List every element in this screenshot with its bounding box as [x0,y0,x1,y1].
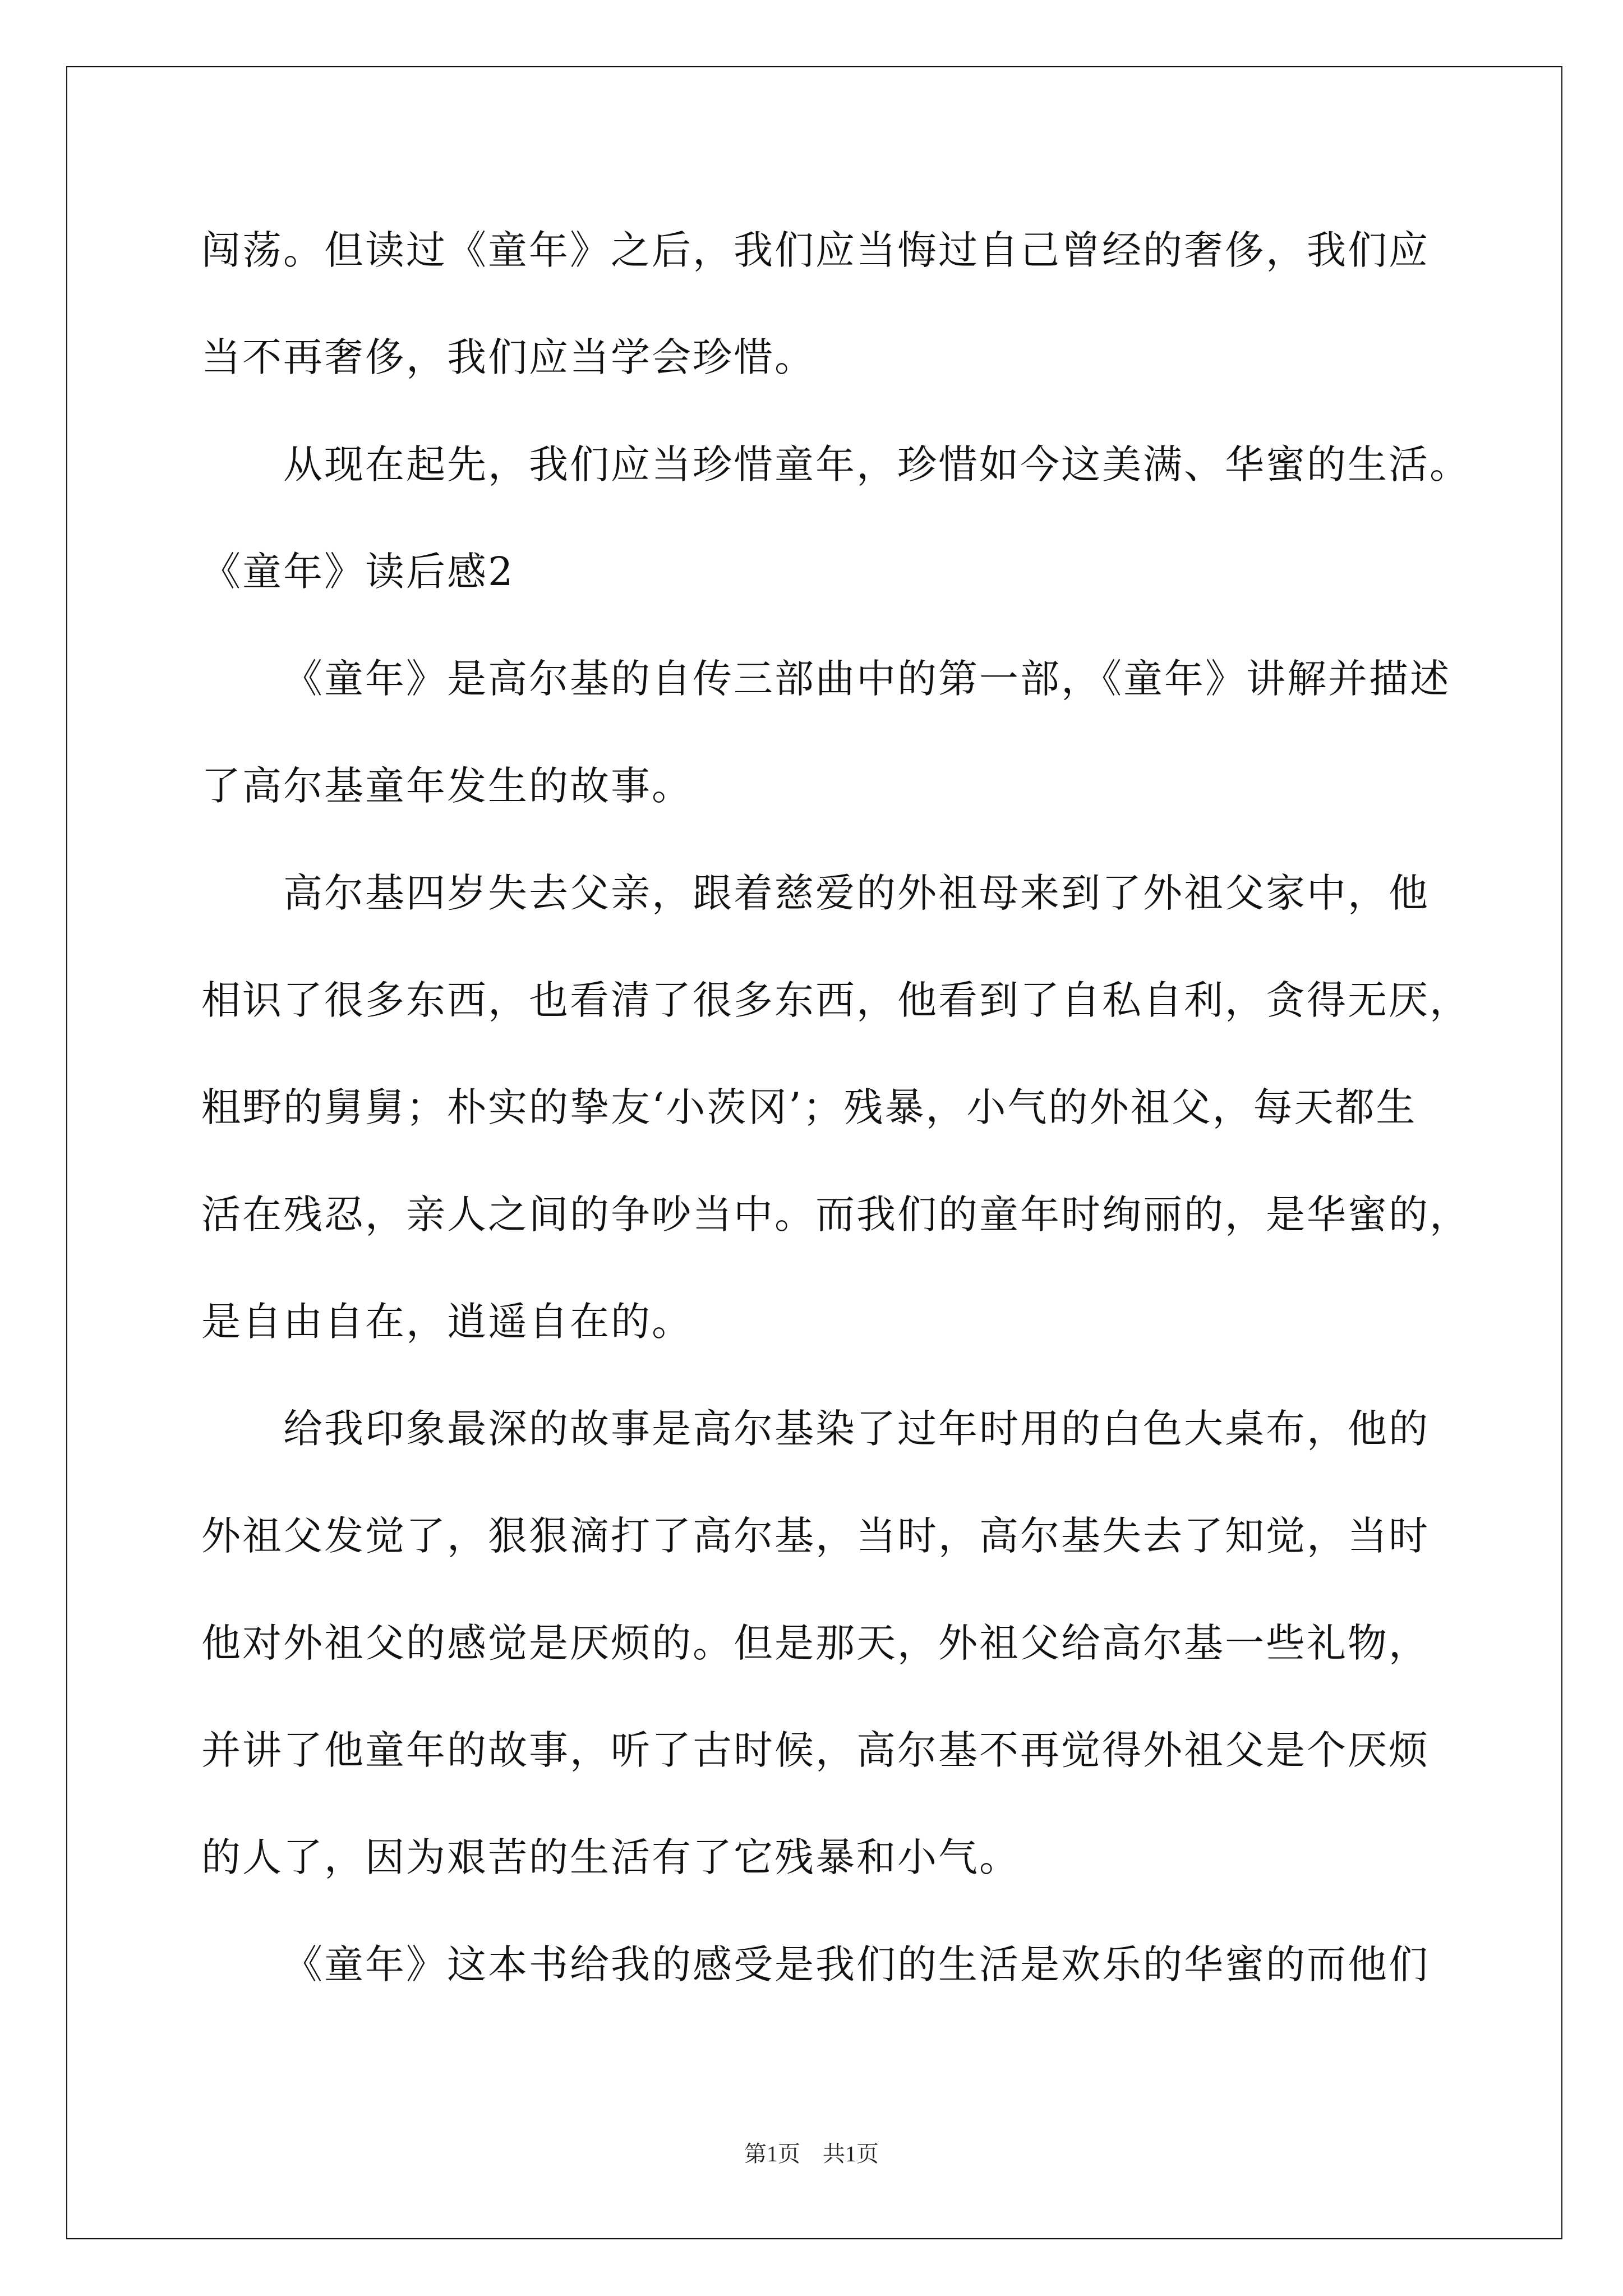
text-line: 相识了很多东西，也看清了很多东西，他看到了自私自利，贪得无厌， [201,977,1470,1023]
text-line: 给我印象最深的故事是高尔基染了过年时用的白色大桌布，他的 [283,1406,1430,1452]
text-line: 他对外祖父的感觉是厌烦的。但是那天，外祖父给高尔基一些礼物， [201,1620,1430,1666]
text-line: 是自由自在，逍遥自在的。 [201,1299,693,1345]
text-line: 《童年》这本书给我的感受是我们的生活是欢乐的华蜜的而他们 [283,1941,1430,1987]
text-line: 高尔基四岁失去父亲，跟着慈爱的外祖母来到了外祖父家中，他 [283,870,1430,916]
paragraph [201,840,1547,1375]
paragraph [201,625,1547,840]
page-number-footer: 第1页 共1页 [744,2141,879,2166]
document-body [201,197,1547,2018]
text-line: 并讲了他童年的故事，听了古时候，高尔基不再觉得外祖父是个厌烦 [201,1727,1430,1773]
text-line: 的人了，因为艰苦的生活有了它残暴和小气。 [201,1834,1020,1880]
text-line: 活在残忍，亲人之间的争吵当中。而我们的童年时绚丽的，是华蜜的， [201,1191,1470,1237]
text-line: 从现在起先，我们应当珍惜童年，珍惜如今这美满、华蜜的生活。 [283,441,1470,487]
text-line: 当不再奢侈，我们应当学会珍惜。 [201,334,815,380]
paragraph [201,411,1547,518]
text-line: 《童年》是高尔基的自传三部曲中的第一部，《童年》讲解并描述 [283,656,1451,702]
text-line: 外祖父发觉了，狠狠滴打了高尔基，当时，高尔基失去了知觉，当时 [201,1513,1430,1559]
text-line: 粗野的舅舅；朴实的挚友‘小茨冈’；残暴，小气的外祖父，每天都生 [201,1084,1417,1130]
paragraph [201,1911,1547,2018]
section-title: 《童年》读后感2 [201,549,515,595]
paragraph [201,197,1547,411]
paragraph [201,1375,1547,1911]
text-line: 了高尔基童年发生的故事。 [201,763,693,809]
text-line: 闯荡。但读过《童年》之后，我们应当悔过自己曾经的奢侈，我们应 [201,227,1430,273]
